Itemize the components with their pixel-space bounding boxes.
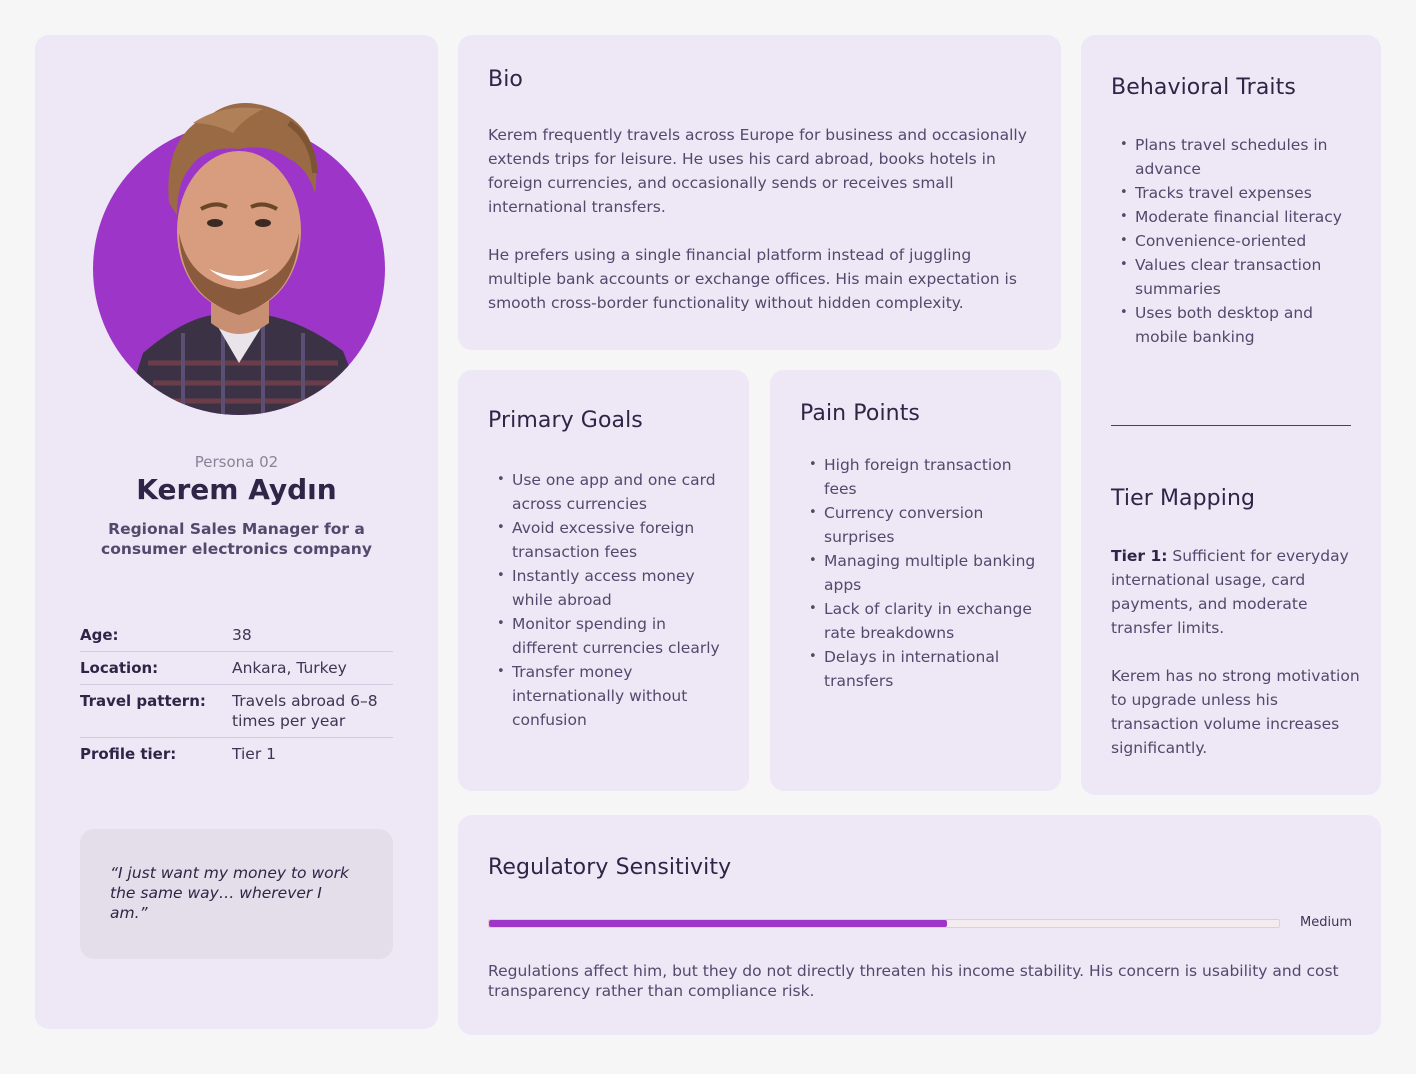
sensitivity-bar-fill [489, 920, 947, 927]
sensitivity-level-label: Medium [1300, 915, 1352, 930]
fact-label: Location: [80, 659, 159, 677]
persona-quote: “I just want my money to work the same way… wherever I am.” [110, 864, 349, 922]
persona-name: Kerem Aydın [136, 473, 337, 506]
list-item: • Values clear transaction summaries [1111, 253, 1366, 301]
fact-label: Profile tier: [80, 745, 177, 763]
list-item: • Transfer money internationally without confusion [488, 660, 733, 732]
fact-value: Travels abroad 6–8 times per year [232, 692, 378, 730]
regulatory-title: Regulatory Sensitivity [488, 855, 732, 880]
traits-card [1081, 35, 1381, 795]
goals-card [458, 370, 749, 791]
fact-label: Age: [80, 626, 119, 644]
divider [1111, 425, 1351, 426]
bio-card [458, 35, 1061, 350]
tier-description [1111, 544, 1361, 640]
persona-label: Persona 02 [194, 453, 279, 471]
profile-card [35, 35, 438, 1029]
regulatory-card [458, 815, 1381, 1035]
bio-paragraph: Kerem frequently travels across Europe for business and occasionally extends trips for leisure. He uses his card abroad, books hotels in foreign currencies, and occasionally sends or receives small international transfers. [488, 126, 1027, 216]
goals-list [488, 468, 733, 732]
fact-value: 38 [232, 626, 252, 644]
persona-role: Regional Sales Manager for a consumer electronics company [101, 520, 372, 558]
tier-lead-text: Sufficient for everyday international usage, card payments, and moderate transfer limits. [1111, 547, 1349, 637]
tier-note: Kerem has no strong motivation to upgrade unless his transaction volume increases significantly. [1111, 667, 1360, 757]
bio-title: Bio [488, 67, 523, 92]
fact-value: Tier 1 [232, 745, 276, 763]
quote-box [80, 829, 393, 959]
list-item: • Currency conversion surprises [800, 501, 1045, 549]
fact-row-profile-tier [80, 738, 393, 770]
list-item: • Uses both desktop and mobile banking [1111, 301, 1366, 349]
fact-row-travel-pattern [80, 685, 393, 738]
fact-value: Ankara, Turkey [232, 659, 347, 677]
list-item: • Lack of clarity in exchange rate breakdowns [800, 597, 1045, 645]
list-item: • Avoid excessive foreign transaction fees [488, 516, 733, 564]
fact-label: Travel pattern: [80, 692, 206, 710]
avatar [93, 83, 385, 415]
list-item: • Tracks travel expenses [1111, 181, 1366, 205]
list-item: • Use one app and one card across currencies [488, 468, 733, 516]
list-item: • Delays in international transfers [800, 645, 1045, 693]
traits-title: Behavioral Traits [1111, 75, 1296, 100]
pain-points-title: Pain Points [800, 401, 920, 426]
list-item: • Convenience-oriented [1111, 229, 1366, 253]
regulatory-description: Regulations affect him, but they do not directly threaten his income stability. His concern is usability and cost transparency rather than compliance risk. [488, 962, 1339, 1000]
list-item: • Plans travel schedules in advance [1111, 133, 1366, 181]
pain-points-list [800, 453, 1045, 693]
pain-points-card [770, 370, 1061, 791]
tier-lead: Tier 1: [1111, 547, 1168, 565]
list-item: • Monitor spending in different currencies clearly [488, 612, 733, 660]
tier-mapping-title: Tier Mapping [1111, 486, 1256, 511]
list-item: • Instantly access money while abroad [488, 564, 733, 612]
list-item: • High foreign transaction fees [800, 453, 1045, 501]
fact-row-location [80, 652, 393, 685]
goals-title: Primary Goals [488, 408, 643, 433]
fact-row-age [80, 619, 393, 652]
facts-table [80, 619, 393, 770]
bio-paragraph: He prefers using a single financial platform instead of juggling multiple bank accounts or exchange offices. His main expectation is smooth cross-border functionality without hidden complexity. [488, 246, 1017, 312]
traits-list [1111, 133, 1366, 349]
list-item: • Managing multiple banking apps [800, 549, 1045, 597]
sensitivity-bar [488, 919, 1280, 928]
list-item: • Moderate financial literacy [1111, 205, 1366, 229]
